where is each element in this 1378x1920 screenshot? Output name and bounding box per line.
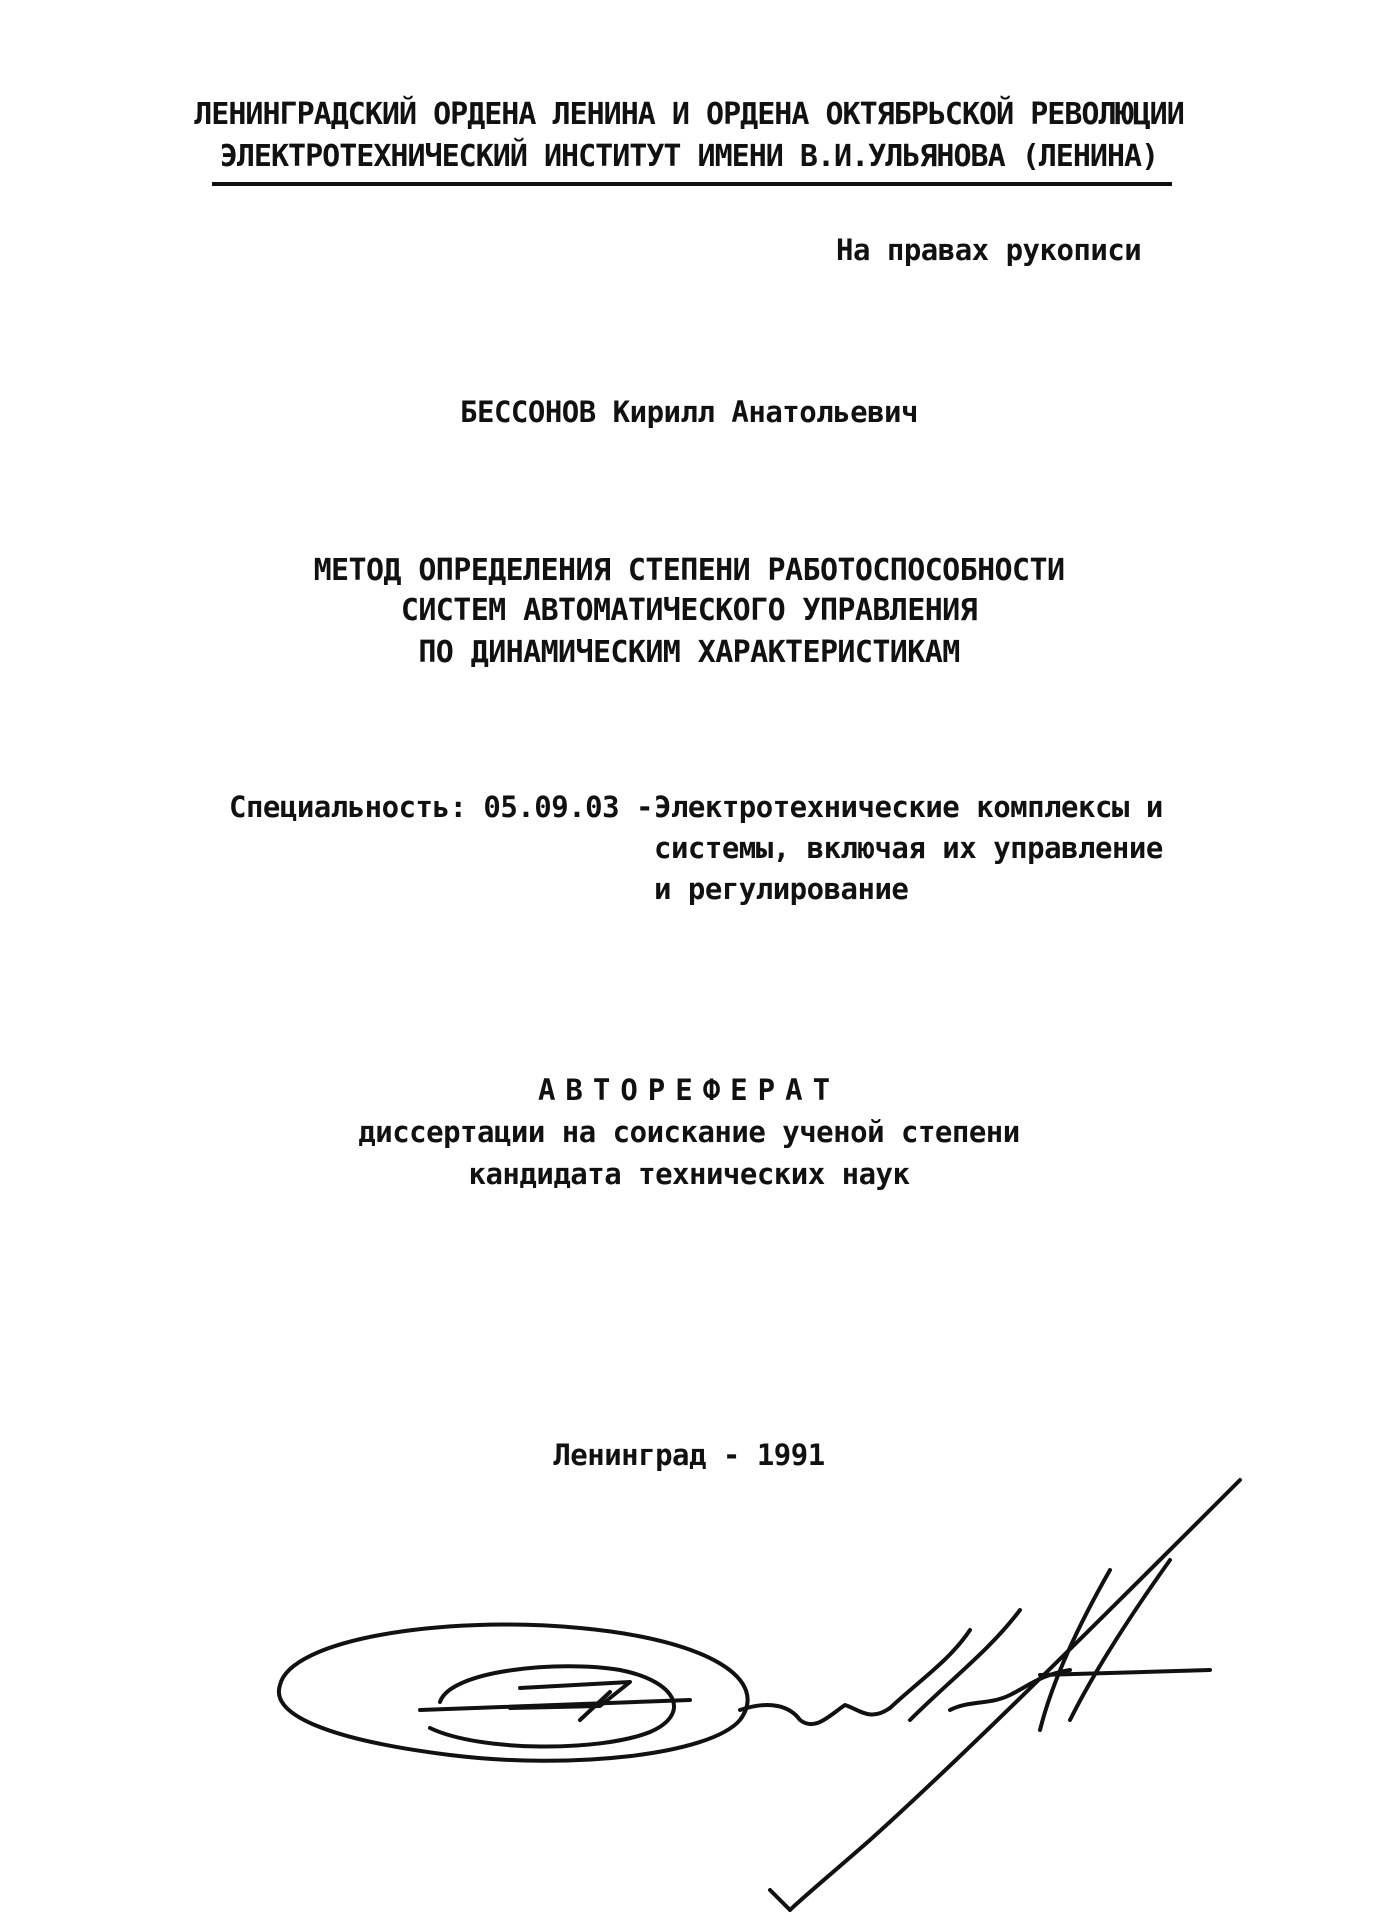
institution-name-line-2: ЭЛЕКТРОТЕХНИЧЕСКИЙ ИНСТИТУТ ИМЕНИ В.И.УЛЬЯНОВА (ЛЕНИНА) xyxy=(219,139,1159,174)
abstract-heading: АВТОРЕФЕРАТ xyxy=(537,1073,841,1107)
abstract-subtitle-line-1: диссертации на соискание ученой степени xyxy=(358,1115,1020,1149)
header-rule xyxy=(212,182,1172,186)
institution-name-line-1: ЛЕНИНГРАДСКИЙ ОРДЕНА ЛЕНИНА И ОРДЕНА ОКТЯБРЬСКОЙ РЕВОЛЮЦИИ xyxy=(194,97,1184,132)
handwritten-signature xyxy=(270,1470,1270,1920)
specialty-description-line-3: и регулирование xyxy=(654,872,909,906)
author-name: БЕССОНОВ Кирилл Анатольевич xyxy=(460,395,918,429)
dissertation-title-line-2: СИСТЕМ АВТОМАТИЧЕСКОГО УПРАВЛЕНИЯ xyxy=(400,593,978,628)
manuscript-note: На правах рукописи xyxy=(836,233,1142,267)
specialty-label: Специальность: 05.09.03 - xyxy=(229,790,653,824)
dissertation-title-line-1: МЕТОД ОПРЕДЕЛЕНИЯ СТЕПЕНИ РАБОТОСПОСОБНОСТИ xyxy=(313,553,1065,588)
dissertation-title-line-3: ПО ДИНАМИЧЕСКИМ ХАРАКТЕРИСТИКАМ xyxy=(418,635,960,670)
abstract-subtitle-line-2: кандидата технических наук xyxy=(468,1157,910,1191)
specialty-description-line-2: системы, включая их управление xyxy=(654,831,1163,865)
place-and-year: Ленинград - 1991 xyxy=(553,1438,825,1472)
specialty-description-line-1: Электротехнические комплексы и xyxy=(654,790,1163,824)
